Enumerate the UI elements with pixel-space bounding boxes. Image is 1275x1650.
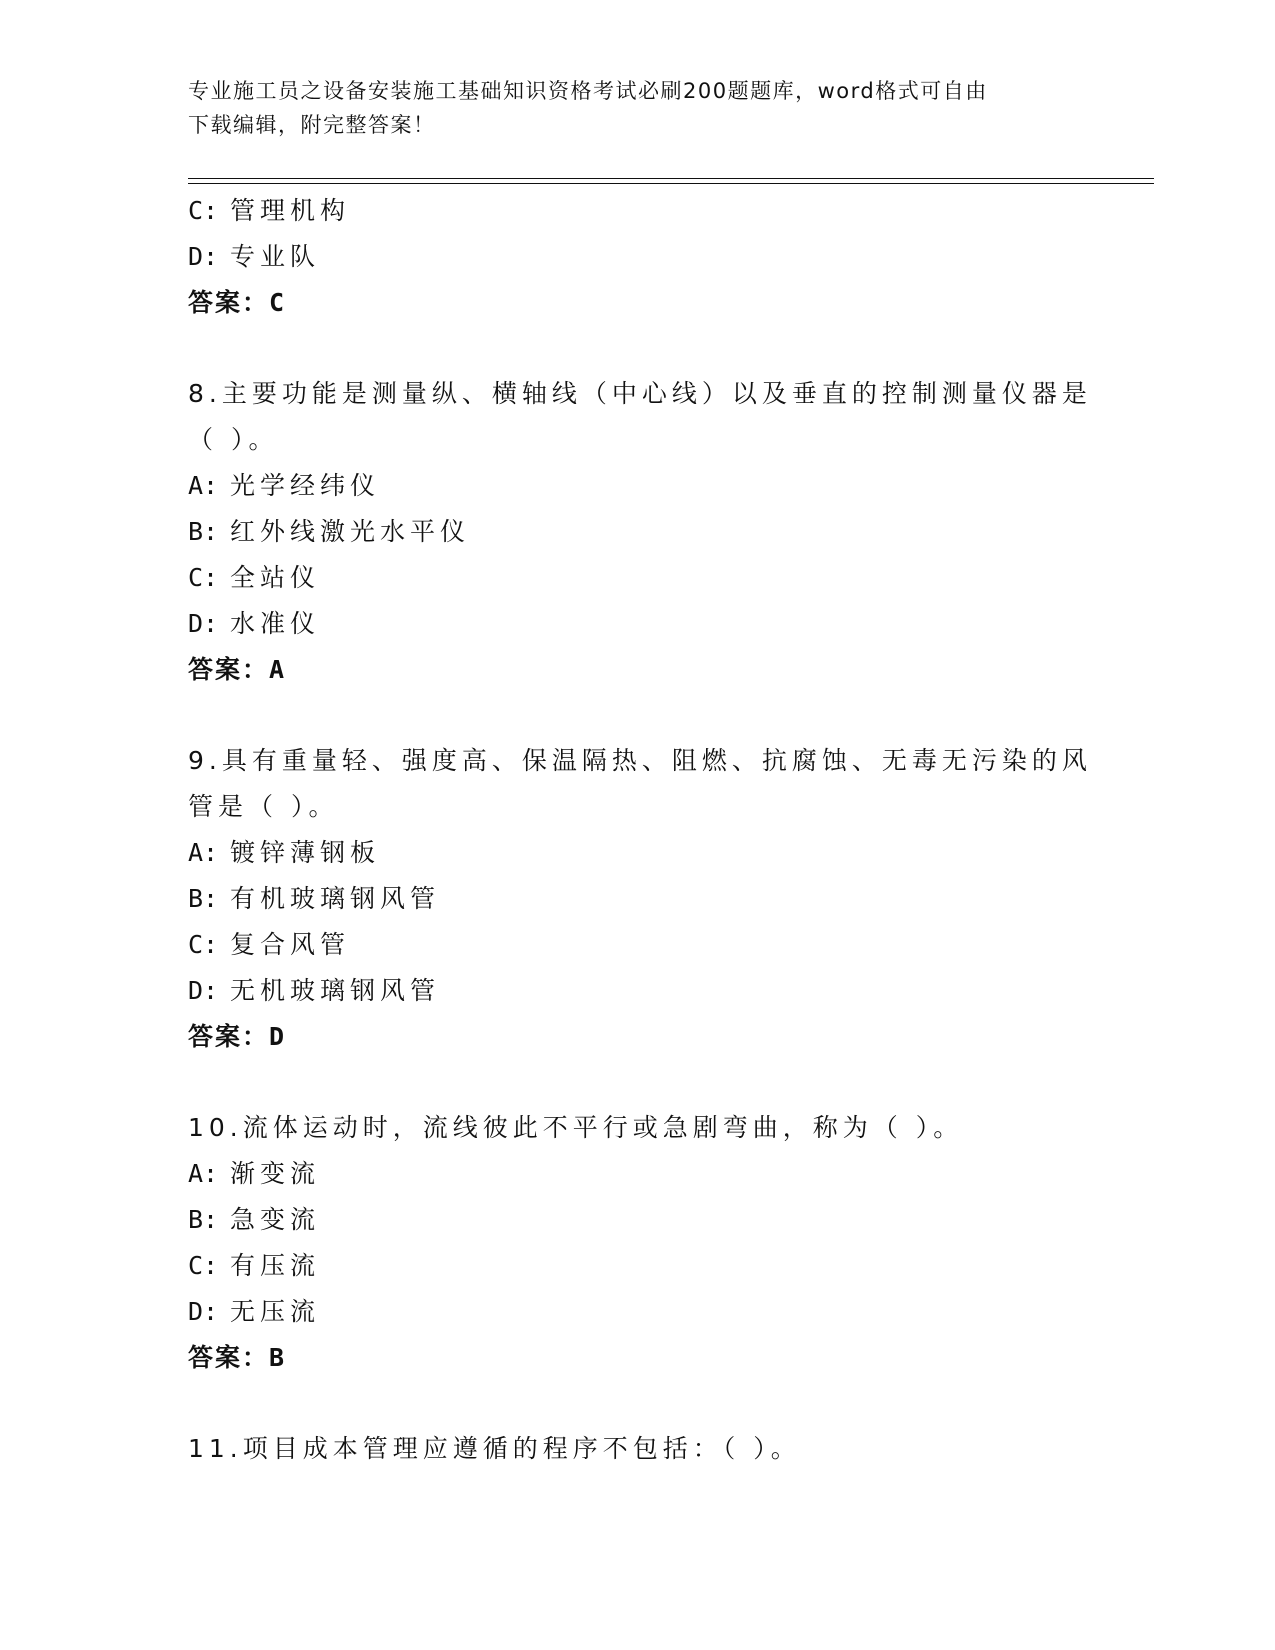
option-letter: D: xyxy=(188,242,219,271)
option-c xyxy=(188,188,1088,234)
question-9 xyxy=(188,738,1092,1060)
option-b xyxy=(188,1197,1088,1243)
option-d xyxy=(188,1289,1088,1335)
option-text: 镀锌薄钢板 xyxy=(230,838,381,867)
option-text: 复合风管 xyxy=(230,930,351,959)
option-d xyxy=(188,234,1088,280)
option-letter: C: xyxy=(188,1251,219,1280)
question-text-line-1: 9.具有重量轻、强度高、保温隔热、阻燃、抗腐蚀、无毒无污染的风 xyxy=(188,746,1092,775)
question-11 xyxy=(188,1426,1088,1472)
option-text: 水准仪 xyxy=(230,609,321,638)
option-b xyxy=(188,509,1088,555)
header-title-line-1: 专业施工员之设备安装施工基础知识资格考试必刷200题题库，word格式可自由 xyxy=(188,79,988,103)
header-divider-bottom xyxy=(188,183,1154,184)
option-letter: C: xyxy=(188,196,219,225)
option-text: 管理机构 xyxy=(230,196,351,225)
option-text: 光学经纬仪 xyxy=(230,471,381,500)
option-a xyxy=(188,1151,1088,1197)
option-text: 有机玻璃钢风管 xyxy=(230,884,441,913)
option-letter: D: xyxy=(188,1297,219,1326)
option-letter: A: xyxy=(188,838,219,867)
option-text: 有压流 xyxy=(230,1251,321,1280)
question-list xyxy=(188,188,1092,1472)
option-c xyxy=(188,555,1088,601)
answer-line: 答案：A xyxy=(188,655,287,684)
answer-line: 答案：D xyxy=(188,1022,287,1051)
question-8 xyxy=(188,371,1092,693)
option-text: 急变流 xyxy=(230,1205,321,1234)
question-text-line-1: 10.流体运动时，流线彼此不平行或急剧弯曲，称为（ ）。 xyxy=(188,1113,964,1142)
option-c xyxy=(188,922,1088,968)
option-letter: D: xyxy=(188,609,219,638)
option-a xyxy=(188,830,1088,876)
question-text-line-1: 11.项目成本管理应遵循的程序不包括：（ ）。 xyxy=(188,1434,801,1463)
option-letter: B: xyxy=(188,1205,219,1234)
option-d xyxy=(188,601,1088,647)
option-letter: B: xyxy=(188,517,219,546)
option-text: 无压流 xyxy=(230,1297,321,1326)
option-letter: B: xyxy=(188,884,219,913)
question-text-line-2: （ ）。 xyxy=(188,425,279,454)
option-letter: A: xyxy=(188,1159,219,1188)
spacer xyxy=(188,693,1088,738)
header-divider-top xyxy=(188,178,1154,179)
document-header xyxy=(188,74,1068,142)
header-title-line-2: 下载编辑，附完整答案！ xyxy=(188,113,436,137)
question-text-line-2: 管是（ ）。 xyxy=(188,792,339,821)
option-text: 全站仪 xyxy=(230,563,321,592)
spacer xyxy=(188,1381,1088,1426)
previous-question-tail xyxy=(188,188,1088,326)
spacer xyxy=(188,326,1088,371)
option-letter: C: xyxy=(188,563,219,592)
option-a xyxy=(188,463,1088,509)
answer-line: 答案：C xyxy=(188,288,287,317)
option-d xyxy=(188,968,1088,1014)
question-10 xyxy=(188,1105,1088,1381)
option-text: 渐变流 xyxy=(230,1159,321,1188)
option-text: 专业队 xyxy=(230,242,321,271)
option-letter: D: xyxy=(188,976,219,1005)
answer-line: 答案：B xyxy=(188,1343,287,1372)
question-text-line-1: 8.主要功能是测量纵、横轴线（中心线）以及垂直的控制测量仪器是 xyxy=(188,379,1092,408)
option-text: 红外线激光水平仪 xyxy=(230,517,471,546)
spacer xyxy=(188,1060,1088,1105)
option-c xyxy=(188,1243,1088,1289)
option-b xyxy=(188,876,1088,922)
option-text: 无机玻璃钢风管 xyxy=(230,976,441,1005)
option-letter: A: xyxy=(188,471,219,500)
option-letter: C: xyxy=(188,930,219,959)
